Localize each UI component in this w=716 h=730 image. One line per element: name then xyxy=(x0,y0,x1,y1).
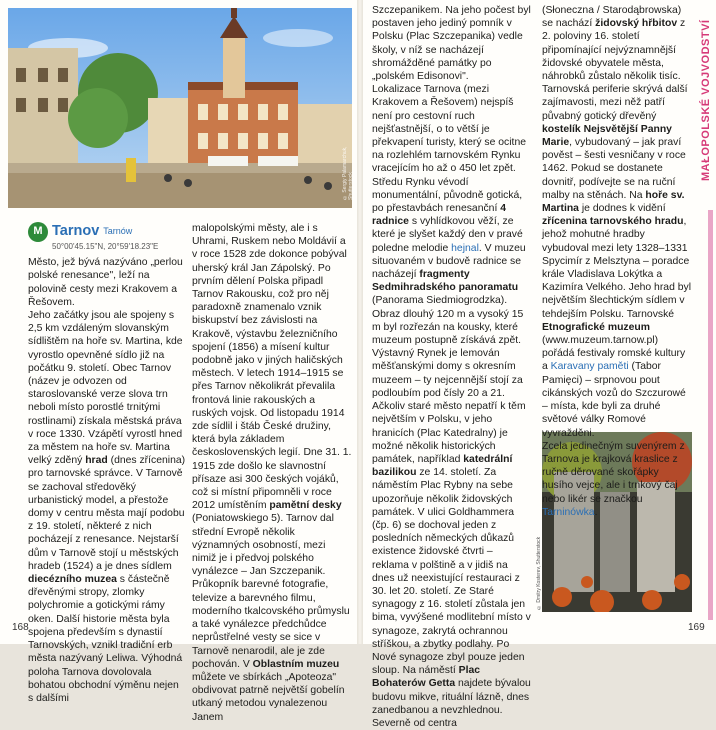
photo-credit-cemetery: © Dmitry Kosterev, Shutterstock xyxy=(536,536,542,610)
column-2 xyxy=(192,222,352,724)
paragraph: malopolskými městy, ale i s Uhrami, Ruskem nebo Moldávií a v roce 1528 zde dokonce pobýval uherský král Jan Zápolský. Po prvním dělení Polska připadl Tarnov Rakousku, což pro něj paradoxně znamenalo vznik biskupství bez závislosti na Krakově, výstavbu železničního spojení (1856) a mísení kultur podobně jako v jiných haličských městech. V letech 1914–1915 se přes Tarnov několikrát převalila frontová linie rakouských a ruských vojsk. Od listopadu 1914 zde sídlil i štáb České družiny, která byla základem československých legií. Dne 31. 1. 1915 zde došlo ke slavnostní přísaze asi 300 českých vojáků, což si místní připomněli v roce 2012 umístěním pamětní desky (Poniatowskiego 5). Tarnov dal střední Evropě několik významných osobností, mezi nimiž je i předvoj polského vynálezce – Jan Szczepanik. Průkopník barevné fotografie, televize a barevného filmu, moderního tkalcovského průmyslu a také vynálezce předchůdce neprůstřelné vesty se sice v Tarnově nenarodil, ale je zde pochován. V Oblastním muzeu můžete ve sbírkách „Apoteoza" obdivovat patrně největší gobelín utkaný metodou vynalezenou Janem xyxy=(192,223,352,723)
paragraph: Výstavný Rynek je lemován měšťanskými domy s okresním muzeem – ty nejcennější stojí za podloubím pod čísly 20 a 21. Ačkoliv staré město nepatří k těm největším v Polsku, v jeho hranicích (Plac Katedralny) je možné několik historických památek, například katedrální bazilikou ze 14. století. Za náměstím Plac Rybny na sebe upozorňuje několik židovských památek. V ulici Goldhammera (čp. 6) se dochoval jeden z posledních německých důkazů existence židovské čtvrti – reklama v polštině a v jidiš na dnes už neexistující restauraci z 30. let 20. století. Ze Staré synagogy z 16. století zůstala jen bima, vyvýšené modlitební místo v synagoze, zakrytá ochrannou stříškou, a zbytky podlahy. Po Nové synagoze zbyl pouze jeden sloup. Na náměstí Plac Bohaterów Getta najdete bývalou budovu mikve, rituální lázně, dnes zanedbanou a nevzhlednou. Severně od centra xyxy=(372,348,531,729)
column-4 xyxy=(542,4,692,519)
photo-credit-town: © Sergiy Palamarchuk, Shutterstock xyxy=(342,146,354,200)
column-1 xyxy=(28,222,186,705)
paragraph: Szczepanikem. Na jeho počest byl postaven jeho jediný pomník v Polsku (Plac Szczepanika) vedle školy, v níž se nacházejí shromážděné památky po „polském Edisonovi". xyxy=(372,5,531,83)
side-tab-bar xyxy=(708,210,713,620)
section-subtitle: Tarnów xyxy=(103,226,133,237)
paragraph: Tarnovská periferie skrývá další zajímavosti, mezi něž patří půvabný gotický dřevěný kostelík Nejsvětější Panny Marie, vybudovaný – jak praví pověst – šesti vesničany v roce 1462. Pokud se dostanete dovnitř, podívejte se na ruční malby na stěnách. Na hoře sv. Martina je dodnes k vidění zřícenina tarnovského hradu, jehož mohutné hradby vybudoval mezi lety 1328–1331 Spycimír z Melsztyna – poradce krále Vladislava Lokýtka a Kazimíra Velkého. Jeho hrad byl největším šlechtickým sídlem v tehdejším Polsku. Tarnovské Etnografické muzeum (www.muzeum.tarnow.pl) pořádá festivaly romské kultury a Karavany paměti (Tabor Pamięci) – srpnovou pout cikánských vozů do Szczurowé – místa, kde byli za druhé světové války Romové vyvražděni. xyxy=(542,84,692,439)
paragraph: Lokalizace Tarnova (mezi Krakovem a Řešovem) nejspíš není pro cestovní ruch nejšťastnější, o to větší je překvapení turisty, který se ocitne na rozlehlém tarnovském Rynku vracejícím ho až o 450 let zpět. Středu Rynku vévodí monumentální, původně gotická, po přestavbách renesanční 4 radnice s vyhlídkovou věží, ze které je slyšet každý den v pravé poledne melodie hejnal. V muzeu situovaném v budově radnice se nacházejí fragmenty Sedmihradského panoramatu (Panorama Siedmiogrodzka). Obraz dlouhý 120 m a vysoký 15 m byl rozřezán na kousky, které muzeum postupně získává zpět. xyxy=(372,84,527,347)
tarnov-heading xyxy=(28,222,186,242)
page-number-right: 169 xyxy=(688,622,705,633)
paragraph: Jeho začátky jsou ale spojeny s 2,5 km vzdáleným slovanským sídlištěm na hoře sv. Martina, kde vyrostlo opevněné sídlo již na počátku 9. století. Obec Tarnov (název je odvozen od staroslovanské verze slova trn neboli místo porostlé trnitými rostlinami) získala městská práva v roce 1330. Vzápětí vyrostl hned za městem na hoře sv. Martina velký zděný hrad (dnes zřícenina) pro tarnovské správce. V Tarnově se zachoval středověký urbanistický model, a přestože domy v centru města mají podobu z 19. století, některé z nich pocházejí z renesance. Nejstarší dům v Tarnově stojí u městských hradeb (1524) a je dnes sídlem diecézního muzea s částečně dřevěnými stropy, zlomky polychromie a gotickými rámy oken. Další historie města byla spojena především s dynastií Tarnovských, vznikl tradiční erb města nazývaný Leliwa. Výhodná poloha Tarnova dovolovala bohatou obchodní výměnu nejen s dalšími xyxy=(28,310,186,704)
paragraph: (Słoneczna / Starodąbrowska) se nachází židovský hřbitov z 2. poloviny 16. století připomínající nejvýznamnější židovské obyvatele města, náhrobků zůstalo několik tisíc. xyxy=(542,5,686,83)
section-title: Tarnov xyxy=(52,223,100,240)
paragraph: Zcela jedinečným suvenýrem z Tarnova je krajková kraslice z ručně děrované skořápky husího vejce, ale i trnkový čaj nebo likér se značkou Tarninówka. xyxy=(542,440,685,518)
gps-coordinates: 50°00'45.15"N, 20°59'18.23"E xyxy=(52,242,159,251)
paragraph: Město, jež bývá nazýváno „perlou polské renesance", leží na polovině cesty mezi Krakovem a Řešovem. xyxy=(28,257,183,308)
page-number-left: 168 xyxy=(12,622,29,633)
map-marker-icon: M xyxy=(28,222,48,242)
tarnow-town-hall-photo xyxy=(8,8,352,208)
column-3 xyxy=(372,4,532,730)
gutter xyxy=(357,0,363,644)
region-side-tab: MAŁOPOLSKÉ VOJVODSTVÍ xyxy=(700,20,712,182)
